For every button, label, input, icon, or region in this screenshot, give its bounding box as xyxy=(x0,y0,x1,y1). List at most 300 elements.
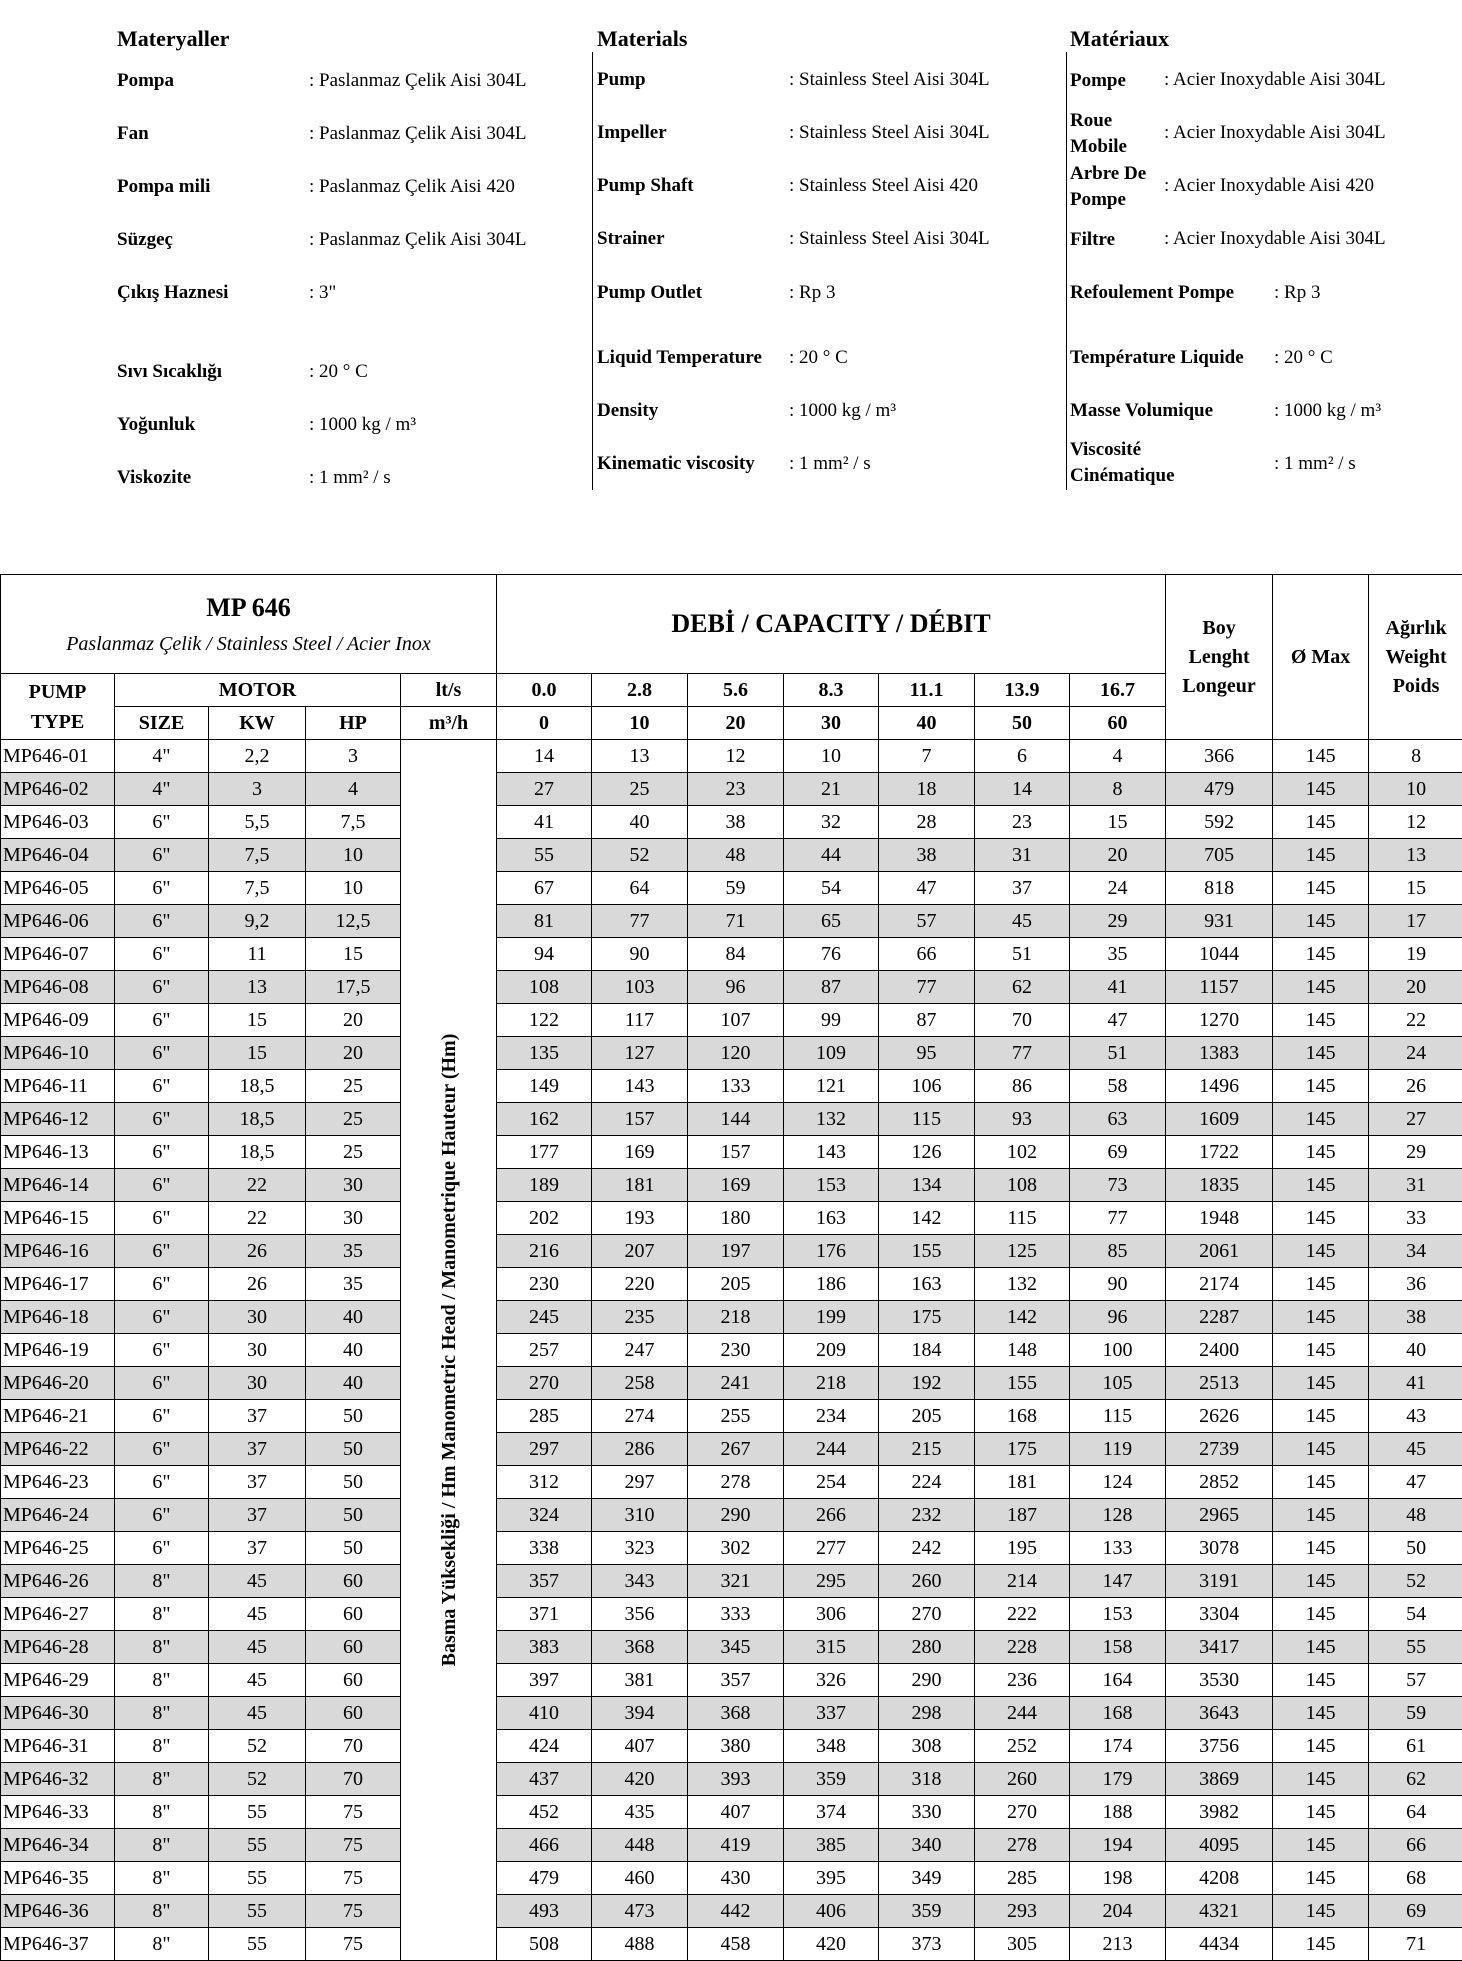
hp-cell: 50 xyxy=(306,1466,401,1499)
length-cell: 705 xyxy=(1166,839,1273,872)
material-label: Sıvı Sıcaklığı xyxy=(117,361,223,382)
head-cell: 435 xyxy=(592,1796,688,1829)
hp-cell: 40 xyxy=(306,1367,401,1400)
head-cell: 357 xyxy=(497,1565,592,1598)
head-cell: 368 xyxy=(592,1631,688,1664)
kw-cell: 55 xyxy=(209,1796,306,1829)
head-cell: 297 xyxy=(592,1466,688,1499)
size-cell: 6" xyxy=(115,1367,209,1400)
head-cell: 12 xyxy=(688,740,784,773)
table-row xyxy=(1,1829,1462,1862)
kw-cell: 37 xyxy=(209,1466,306,1499)
column-divider xyxy=(1066,52,1067,490)
head-cell: 180 xyxy=(688,1202,784,1235)
head-cell: 393 xyxy=(688,1763,784,1796)
head-cell: 135 xyxy=(497,1037,592,1070)
kw-cell: 52 xyxy=(209,1730,306,1763)
table-row xyxy=(1,1598,1462,1631)
table-row xyxy=(1,1466,1462,1499)
head-cell: 202 xyxy=(497,1202,592,1235)
weight-cell: 66 xyxy=(1369,1829,1462,1862)
material-value: : Stainless Steel Aisi 304L xyxy=(789,228,990,249)
weight-cell: 33 xyxy=(1369,1202,1462,1235)
size-cell: 6" xyxy=(115,1070,209,1103)
hp-cell: 3 xyxy=(306,740,401,773)
dmax-cell: 145 xyxy=(1273,1103,1369,1136)
head-cell: 23 xyxy=(688,773,784,806)
materials-title-tr: Materyaller xyxy=(117,26,230,51)
head-cell: 218 xyxy=(784,1367,879,1400)
pump-type-cell: MP646-36 xyxy=(1,1895,115,1928)
kw-cell: 15 xyxy=(209,1004,306,1037)
kw-cell: 37 xyxy=(209,1400,306,1433)
head-cell: 236 xyxy=(975,1664,1070,1697)
weight-cell: 13 xyxy=(1369,839,1462,872)
dmax-cell: 145 xyxy=(1273,1004,1369,1037)
weight-cell: 69 xyxy=(1369,1895,1462,1928)
length-cell: 3304 xyxy=(1166,1598,1273,1631)
length-cell: 3417 xyxy=(1166,1631,1273,1664)
size-cell: 6" xyxy=(115,1268,209,1301)
hp-cell: 75 xyxy=(306,1796,401,1829)
flow-lts-header: 8.3 xyxy=(784,674,879,707)
dmax-cell: 145 xyxy=(1273,1565,1369,1598)
kw-cell: 45 xyxy=(209,1631,306,1664)
head-cell: 169 xyxy=(688,1169,784,1202)
dmax-cell: 145 xyxy=(1273,1268,1369,1301)
head-cell: 290 xyxy=(879,1664,975,1697)
material-value: : 20 ° C xyxy=(309,361,368,382)
head-cell: 125 xyxy=(975,1235,1070,1268)
head-cell: 312 xyxy=(497,1466,592,1499)
head-cell: 385 xyxy=(784,1829,879,1862)
hp-cell: 7,5 xyxy=(306,806,401,839)
lts-label: lt/s xyxy=(401,674,497,707)
head-cell: 198 xyxy=(1070,1862,1166,1895)
dmax-cell: 145 xyxy=(1273,1235,1369,1268)
pump-type-cell: MP646-28 xyxy=(1,1631,115,1664)
table-row xyxy=(1,839,1462,872)
pump-type-cell: MP646-25 xyxy=(1,1532,115,1565)
head-cell: 29 xyxy=(1070,905,1166,938)
weight-cell: 57 xyxy=(1369,1664,1462,1697)
size-cell: 8" xyxy=(115,1895,209,1928)
head-cell: 73 xyxy=(1070,1169,1166,1202)
head-cell: 285 xyxy=(497,1400,592,1433)
material-label: Viscosité Cinématique xyxy=(1070,439,1175,486)
head-cell: 234 xyxy=(784,1400,879,1433)
head-cell: 122 xyxy=(497,1004,592,1037)
size-cell: 8" xyxy=(115,1631,209,1664)
head-cell: 66 xyxy=(879,938,975,971)
head-cell: 132 xyxy=(784,1103,879,1136)
kw-cell: 13 xyxy=(209,971,306,1004)
pump-type-cell: MP646-29 xyxy=(1,1664,115,1697)
kw-cell: 30 xyxy=(209,1301,306,1334)
weight-cell: 15 xyxy=(1369,872,1462,905)
material-label: Masse Volumique xyxy=(1070,400,1214,421)
head-cell: 297 xyxy=(497,1433,592,1466)
pump-type-cell: MP646-09 xyxy=(1,1004,115,1037)
head-cell: 493 xyxy=(497,1895,592,1928)
head-cell: 94 xyxy=(497,938,592,971)
head-cell: 215 xyxy=(879,1433,975,1466)
table-row xyxy=(1,1862,1462,1895)
head-cell: 38 xyxy=(879,839,975,872)
weight-cell: 50 xyxy=(1369,1532,1462,1565)
head-cell: 285 xyxy=(975,1862,1070,1895)
head-cell: 14 xyxy=(975,773,1070,806)
dmax-header: Ø Max xyxy=(1273,575,1369,740)
head-cell: 14 xyxy=(497,740,592,773)
kw-cell: 18,5 xyxy=(209,1070,306,1103)
head-cell: 280 xyxy=(879,1631,975,1664)
head-cell: 258 xyxy=(592,1367,688,1400)
head-cell: 8 xyxy=(1070,773,1166,806)
head-cell: 7 xyxy=(879,740,975,773)
head-cell: 177 xyxy=(497,1136,592,1169)
head-cell: 41 xyxy=(497,806,592,839)
head-cell: 333 xyxy=(688,1598,784,1631)
head-cell: 77 xyxy=(975,1037,1070,1070)
material-label: Pump xyxy=(597,69,646,90)
head-cell: 407 xyxy=(592,1730,688,1763)
head-cell: 356 xyxy=(592,1598,688,1631)
head-cell: 306 xyxy=(784,1598,879,1631)
kw-cell: 30 xyxy=(209,1367,306,1400)
dmax-cell: 145 xyxy=(1273,839,1369,872)
pump-type-cell: MP646-20 xyxy=(1,1367,115,1400)
size-cell: 6" xyxy=(115,1103,209,1136)
kw-cell: 22 xyxy=(209,1202,306,1235)
pump-type-cell: MP646-35 xyxy=(1,1862,115,1895)
head-cell: 442 xyxy=(688,1895,784,1928)
kw-cell: 18,5 xyxy=(209,1136,306,1169)
head-cell: 318 xyxy=(879,1763,975,1796)
weight-cell: 45 xyxy=(1369,1433,1462,1466)
head-cell: 47 xyxy=(879,872,975,905)
head-cell: 205 xyxy=(879,1400,975,1433)
hp-cell: 4 xyxy=(306,773,401,806)
size-cell: 6" xyxy=(115,971,209,1004)
head-cell: 41 xyxy=(1070,971,1166,1004)
head-cell: 51 xyxy=(975,938,1070,971)
table-row xyxy=(1,1664,1462,1697)
head-cell: 260 xyxy=(879,1565,975,1598)
head-cell: 274 xyxy=(592,1400,688,1433)
head-cell: 230 xyxy=(497,1268,592,1301)
head-cell: 357 xyxy=(688,1664,784,1697)
head-cell: 106 xyxy=(879,1070,975,1103)
head-cell: 47 xyxy=(1070,1004,1166,1037)
head-cell: 132 xyxy=(975,1268,1070,1301)
length-cell: 2626 xyxy=(1166,1400,1273,1433)
weight-cell: 20 xyxy=(1369,971,1462,1004)
kw-cell: 18,5 xyxy=(209,1103,306,1136)
material-value: : Stainless Steel Aisi 420 xyxy=(789,175,978,196)
dmax-cell: 145 xyxy=(1273,1367,1369,1400)
length-cell: 818 xyxy=(1166,872,1273,905)
size-cell: 8" xyxy=(115,1598,209,1631)
kw-cell: 3 xyxy=(209,773,306,806)
hp-cell: 70 xyxy=(306,1730,401,1763)
hp-cell: 12,5 xyxy=(306,905,401,938)
dmax-cell: 145 xyxy=(1273,1202,1369,1235)
head-cell: 278 xyxy=(688,1466,784,1499)
head-cell: 197 xyxy=(688,1235,784,1268)
weight-cell: 24 xyxy=(1369,1037,1462,1070)
materials-section xyxy=(0,0,1462,574)
capacity-title: DEBİ / CAPACITY / DÉBIT xyxy=(497,575,1166,674)
kw-cell: 55 xyxy=(209,1895,306,1928)
head-cell: 374 xyxy=(784,1796,879,1829)
head-cell: 473 xyxy=(592,1895,688,1928)
dmax-cell: 145 xyxy=(1273,1664,1369,1697)
length-cell: 2739 xyxy=(1166,1433,1273,1466)
material-label: Impeller xyxy=(597,122,667,143)
dmax-cell: 145 xyxy=(1273,1037,1369,1070)
material-value: : Acier Inoxydable Aisi 304L xyxy=(1164,69,1386,90)
head-cell: 406 xyxy=(784,1895,879,1928)
weight-cell: 26 xyxy=(1369,1070,1462,1103)
dmax-cell: 145 xyxy=(1273,1532,1369,1565)
hp-cell: 10 xyxy=(306,872,401,905)
length-cell: 592 xyxy=(1166,806,1273,839)
head-cell: 255 xyxy=(688,1400,784,1433)
table-row xyxy=(1,1433,1462,1466)
size-cell: 6" xyxy=(115,1301,209,1334)
length-header-tr: Boy xyxy=(1202,616,1236,639)
head-cell: 144 xyxy=(688,1103,784,1136)
material-label: Pompa mili xyxy=(117,176,211,197)
size-cell: 6" xyxy=(115,872,209,905)
weight-cell: 12 xyxy=(1369,806,1462,839)
head-cell: 302 xyxy=(688,1532,784,1565)
length-cell: 931 xyxy=(1166,905,1273,938)
head-cell: 6 xyxy=(975,740,1070,773)
head-cell: 58 xyxy=(1070,1070,1166,1103)
table-row xyxy=(1,1169,1462,1202)
dmax-cell: 145 xyxy=(1273,1400,1369,1433)
head-cell: 270 xyxy=(497,1367,592,1400)
head-cell: 192 xyxy=(879,1367,975,1400)
head-cell: 77 xyxy=(1070,1202,1166,1235)
material-value: : 1 mm² / s xyxy=(1274,453,1356,474)
size-cell: 6" xyxy=(115,1466,209,1499)
flow-m3h-header: 30 xyxy=(784,707,879,740)
table-row xyxy=(1,1730,1462,1763)
flow-m3h-header: 50 xyxy=(975,707,1070,740)
head-cell: 107 xyxy=(688,1004,784,1037)
table-row xyxy=(1,1136,1462,1169)
head-cell: 407 xyxy=(688,1796,784,1829)
head-cell: 278 xyxy=(975,1829,1070,1862)
table-row xyxy=(1,905,1462,938)
material-label: Kinematic viscosity xyxy=(597,453,755,474)
head-cell: 84 xyxy=(688,938,784,971)
head-cell: 57 xyxy=(879,905,975,938)
length-cell: 3078 xyxy=(1166,1532,1273,1565)
head-cell: 100 xyxy=(1070,1334,1166,1367)
pump-type-cell: MP646-19 xyxy=(1,1334,115,1367)
weight-header xyxy=(1369,575,1462,740)
weight-cell: 34 xyxy=(1369,1235,1462,1268)
head-cell: 383 xyxy=(497,1631,592,1664)
flow-lts-header: 0.0 xyxy=(497,674,592,707)
length-header-fr: Longeur xyxy=(1182,674,1256,697)
flow-lts-header: 16.7 xyxy=(1070,674,1166,707)
head-cell: 380 xyxy=(688,1730,784,1763)
head-cell: 37 xyxy=(975,872,1070,905)
table-row xyxy=(1,971,1462,1004)
dmax-cell: 145 xyxy=(1273,1763,1369,1796)
head-cell: 70 xyxy=(975,1004,1070,1037)
length-cell: 2174 xyxy=(1166,1268,1273,1301)
weight-cell: 31 xyxy=(1369,1169,1462,1202)
dmax-cell: 145 xyxy=(1273,740,1369,773)
head-cell: 330 xyxy=(879,1796,975,1829)
material-label: Arbre De Pompe xyxy=(1070,163,1147,210)
weight-cell: 68 xyxy=(1369,1862,1462,1895)
head-cell: 193 xyxy=(592,1202,688,1235)
material-value: : Paslanmaz Çelik Aisi 304L xyxy=(309,123,527,144)
length-cell: 3982 xyxy=(1166,1796,1273,1829)
head-cell: 184 xyxy=(879,1334,975,1367)
head-cell: 31 xyxy=(975,839,1070,872)
head-cell: 270 xyxy=(879,1598,975,1631)
hp-cell: 70 xyxy=(306,1763,401,1796)
size-cell: 8" xyxy=(115,1862,209,1895)
head-cell: 117 xyxy=(592,1004,688,1037)
kw-cell: 55 xyxy=(209,1928,306,1961)
material-value: : 1 mm² / s xyxy=(309,467,391,488)
table-row xyxy=(1,1400,1462,1433)
performance-table-wrapper xyxy=(0,574,1462,1961)
head-cell: 174 xyxy=(1070,1730,1166,1763)
head-cell: 371 xyxy=(497,1598,592,1631)
head-cell: 175 xyxy=(975,1433,1070,1466)
head-cell: 199 xyxy=(784,1301,879,1334)
weight-cell: 27 xyxy=(1369,1103,1462,1136)
head-cell: 25 xyxy=(592,773,688,806)
head-cell: 115 xyxy=(975,1202,1070,1235)
kw-cell: 45 xyxy=(209,1697,306,1730)
head-cell: 420 xyxy=(592,1763,688,1796)
pump-type-cell: MP646-05 xyxy=(1,872,115,905)
head-cell: 460 xyxy=(592,1862,688,1895)
hp-cell: 60 xyxy=(306,1598,401,1631)
hp-cell: 30 xyxy=(306,1202,401,1235)
table-row xyxy=(1,1202,1462,1235)
pump-type-cell: MP646-16 xyxy=(1,1235,115,1268)
pump-type-cell: MP646-32 xyxy=(1,1763,115,1796)
pump-type-cell: MP646-18 xyxy=(1,1301,115,1334)
head-cell: 448 xyxy=(592,1829,688,1862)
dmax-cell: 145 xyxy=(1273,1631,1369,1664)
head-cell: 164 xyxy=(1070,1664,1166,1697)
head-cell: 419 xyxy=(688,1829,784,1862)
weight-cell: 22 xyxy=(1369,1004,1462,1037)
head-cell: 76 xyxy=(784,938,879,971)
size-header: SIZE xyxy=(115,707,209,740)
material-label: Viskozite xyxy=(117,467,192,488)
kw-cell: 37 xyxy=(209,1532,306,1565)
head-cell: 168 xyxy=(975,1400,1070,1433)
table-row xyxy=(1,1565,1462,1598)
head-cell: 305 xyxy=(975,1928,1070,1961)
head-cell: 134 xyxy=(879,1169,975,1202)
kw-cell: 22 xyxy=(209,1169,306,1202)
head-cell: 71 xyxy=(688,905,784,938)
head-cell: 189 xyxy=(497,1169,592,1202)
head-cell: 96 xyxy=(1070,1301,1166,1334)
table-row xyxy=(1,1796,1462,1829)
material-value: : 1000 kg / m³ xyxy=(1274,400,1382,421)
head-cell: 147 xyxy=(1070,1565,1166,1598)
table-row xyxy=(1,1895,1462,1928)
head-cell: 18 xyxy=(879,773,975,806)
size-cell: 6" xyxy=(115,1334,209,1367)
head-cell: 23 xyxy=(975,806,1070,839)
head-cell: 204 xyxy=(1070,1895,1166,1928)
weight-cell: 38 xyxy=(1369,1301,1462,1334)
material-label: Pompa xyxy=(117,70,174,91)
length-cell: 366 xyxy=(1166,740,1273,773)
head-cell: 232 xyxy=(879,1499,975,1532)
m3h-label: m³/h xyxy=(401,707,497,740)
length-cell: 3869 xyxy=(1166,1763,1273,1796)
table-row xyxy=(1,1499,1462,1532)
hp-cell: 60 xyxy=(306,1565,401,1598)
head-cell: 124 xyxy=(1070,1466,1166,1499)
pump-type-header-line1: PUMP xyxy=(28,680,87,703)
head-cell: 340 xyxy=(879,1829,975,1862)
size-cell: 8" xyxy=(115,1730,209,1763)
head-cell: 359 xyxy=(879,1895,975,1928)
hp-cell: 40 xyxy=(306,1301,401,1334)
weight-cell: 54 xyxy=(1369,1598,1462,1631)
head-cell: 32 xyxy=(784,806,879,839)
head-cell: 96 xyxy=(688,971,784,1004)
head-cell: 290 xyxy=(688,1499,784,1532)
head-cell: 105 xyxy=(1070,1367,1166,1400)
head-cell: 153 xyxy=(784,1169,879,1202)
material-value: : 1 mm² / s xyxy=(789,453,871,474)
material-value: : Acier Inoxydable Aisi 420 xyxy=(1164,175,1375,196)
kw-cell: 52 xyxy=(209,1763,306,1796)
pump-type-cell: MP646-04 xyxy=(1,839,115,872)
head-cell: 395 xyxy=(784,1862,879,1895)
head-cell: 348 xyxy=(784,1730,879,1763)
head-cell: 359 xyxy=(784,1763,879,1796)
head-cell: 158 xyxy=(1070,1631,1166,1664)
length-cell: 1496 xyxy=(1166,1070,1273,1103)
length-cell: 2400 xyxy=(1166,1334,1273,1367)
dmax-cell: 145 xyxy=(1273,1169,1369,1202)
hp-cell: 75 xyxy=(306,1895,401,1928)
head-cell: 394 xyxy=(592,1697,688,1730)
head-cell: 24 xyxy=(1070,872,1166,905)
head-cell: 286 xyxy=(592,1433,688,1466)
table-row xyxy=(1,938,1462,971)
head-cell: 99 xyxy=(784,1004,879,1037)
table-row xyxy=(1,1532,1462,1565)
head-cell: 27 xyxy=(497,773,592,806)
length-header-en: Lenght xyxy=(1188,645,1250,668)
head-cell: 224 xyxy=(879,1466,975,1499)
hp-cell: 75 xyxy=(306,1928,401,1961)
head-cell: 163 xyxy=(784,1202,879,1235)
